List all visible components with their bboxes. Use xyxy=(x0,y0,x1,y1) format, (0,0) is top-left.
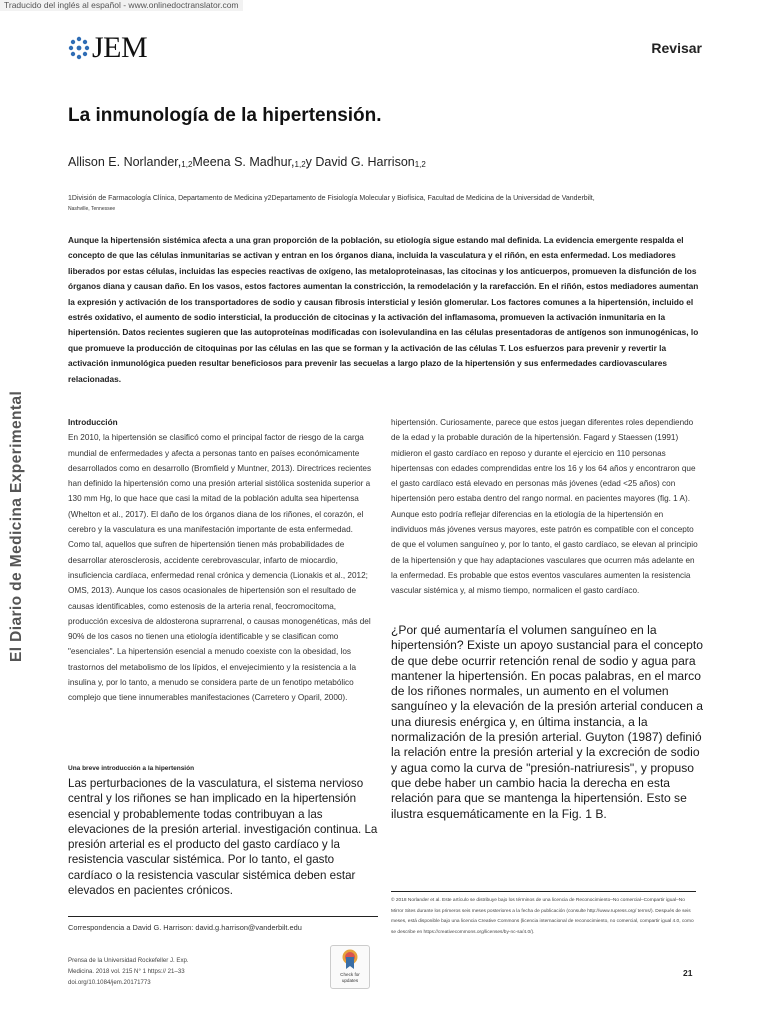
correspondence[interactable]: Correspondencia a David G. Harrison: david.g.harrison@vanderbilt.edu xyxy=(68,923,302,932)
introduction-section xyxy=(68,415,376,706)
article-title: La inmunología de la hipertensión. xyxy=(68,105,382,126)
author-affiliation-marker: 1,2 xyxy=(294,160,306,169)
translator-banner: Traducido del inglés al español - www.onlinedoctranslator.com xyxy=(0,0,243,11)
check-updates-label: Check for xyxy=(340,972,360,977)
author-name[interactable]: Allison E. Norlander, xyxy=(68,155,182,169)
affiliation-text: 1División de Farmacología Clínica, Departamento de Medicina y2Departamento de Fisiología Molecular y Biofísica, Facultad de Medicina de la Universidad de Vanderbilt, xyxy=(68,195,595,202)
author-affiliation-marker: 1,2 xyxy=(181,160,193,169)
journal-logo[interactable] xyxy=(68,33,147,63)
publisher-line: Prensa de la Universidad Rockefeller J. Exp. xyxy=(68,957,189,964)
introduction-text: En 2010, la hipertensión se clasificó como el principal factor de riesgo de la carga mundial de enfermedades y afecta a personas tanto en países económicamente desarrollados como en desarrollo (Bromfield y Muntner, 2013). Directrices recientes han definido la hipertensión como una presión arterial sistólica sostenida superior a 130 mm Hg, lo que hace que casi la mitad de la población adulta sea hipertensa (Whelton et al., 2017). El daño de los órganos diana de los riñones, el corazón, el cerebro y la vasculatura es una manifestación importante de esta enfermedad. Como tal, aquellos que sufren de hipertensión tienen más probabilidades de desarrollar aterosclerosis, accidente cerebrovascular, infarto de miocardio, insuficiencia cardíaca, enfermedad renal crónica y demencia (Lionakis et al., 2012; OMS, 2013). Aunque los casos ocasionales de hipertensión son el resultado de causas identificables, como estenosis de la arteria renal, feocromocitoma, producción excesiva de aldosterona suprarrenal, o causas monogenéticas, más del 90% de los casos no tienen una etiología identificable y se clasifican como "esenciales". La hipertensión esencial a menudo coexiste con la obesidad, los trastornos del metabolismo de los lípidos, el envejecimiento y la resistencia a la insulina y, por lo tanto, a menudo se considera parte de un fenotipo metabólico complejo que tiene innumerables manifestaciones (Carretero y Oparil, 2000). xyxy=(68,433,372,703)
correspondence-divider xyxy=(68,916,378,917)
check-updates-label: updates xyxy=(341,978,359,983)
affiliations xyxy=(68,193,698,214)
publisher-line: Medicina. 2018 vol. 215 N° 1 https:// 21–33 xyxy=(68,968,185,975)
affiliation-city: Nashville, Tennessee xyxy=(68,206,116,212)
license-divider xyxy=(391,891,696,892)
publisher-info xyxy=(68,955,228,988)
check-for-updates-badge[interactable] xyxy=(330,945,370,989)
right-column-text: hipertensión. Curiosamente, parece que estos juegan diferentes roles dependiendo de la edad y la probable duración de la hipertensión. Fagard y Staessen (1991) midieron el gasto cardíaco en reposo y durante el ejercicio en 110 personas hipertensas con edades comprendidas entre los 16 y los 64 años y encontraron que el gasto cardíaco está elevado en personas más jóvenes (edad <25 años) con hipertensión pero estaba dentro del rango normal. en pacientes mayores (fig. 1 A). Aunque esto podría reflejar diferencias en la etiología de la hipertensión en individuos más jóvenes versus mayores, este patrón es compatible con el concepto de que el volumen sanguíneo y, por lo tanto, el gasto cardíaco, se elevan al principio de la hipertensión y que hay adaptaciones vasculares que ocurren más adelante en la enfermedad. Es probable que estos eventos vasculares aumenten la resistencia vascular sistémica y, al mismo tiempo, normalicen el gasto cardíaco. xyxy=(391,418,698,596)
author-name[interactable]: Meena S. Madhur, xyxy=(192,155,295,169)
journal-logo-text: JEM xyxy=(92,31,148,64)
subsection-text: Las perturbaciones de la vasculatura, el sistema nervioso central y los riñones se han implicado en la hipertensión esencial y probablemente todas contribuyan a las elevaciones de la presión arterial. investigación continua. La presión arterial es el producto del gasto cardíaco y la resistencia vascular sistémica. Por lo tanto, el gasto cardíaco o la resistencia vascular sistémica deben estar elevados en pacientes crónicos. xyxy=(68,777,378,898)
article-type-label: Revisar xyxy=(651,40,702,56)
doi-link[interactable]: doi.org/10.1084/jem.20171773 xyxy=(68,979,151,986)
author-affiliation-marker: 1,2 xyxy=(414,160,426,169)
introduction-heading: Introducción xyxy=(68,418,118,427)
bookmark-icon xyxy=(341,949,359,971)
author-list xyxy=(68,155,426,169)
journal-sidebar-title: El Diario de Medicina Experimental xyxy=(8,390,25,662)
license-text: © 2018 Norlander et al. Este artículo se distribuye bajo los términos de una licencia de Reconocimiento–No comercial–Compartir igual–No Mirror Sites durante los primeros seis meses posteriores a la fecha de publicación (consulte http://www.rupress.org/ terms/). Después de seis meses, está disponible bajo una licencia Creative Commons (licencia internacional de reconocimiento, no comercial, compartir igual 4.0, como se describe en https://creativecommons.org/licenses/by-nc-sa/4.0/). xyxy=(391,898,694,935)
abstract: Aunque la hipertensión sistémica afecta a una gran proporción de la población, su etiología sigue estando mal definida. La evidencia emergente respalda el concepto de que las células inmunitarias se activan y entran en los órganos diana, incluida la vasculatura y el riñón, en esta enfermedad. Los mediadores liberados por estas células, incluidas las especies reactivas de oxígeno, las metaloproteinasas, las citocinas y los anticuerpos, promueven la disfunción de los órganos diana y causan daño. En los vasos, estos factores aumentan la constricción, la remodelación y la rarefacción. En el riñón, estos mediadores aumentan la expresión y activación de los transportadores de sodio y causan fibrosis intersticial y lesión glomerular. Los factores comunes a la hipertensión, incluido el estrés oxidativo, el aumento de sodio intersticial, la producción de citocinas y la activación del inflamasoma, promueven la activación inmunitaria en la hipertensión. Datos recientes sugieren que las autoproteínas modificadas con isolevulandina en las células presentadoras de antígenos son inmunogénicas, lo que promueve la producción de citoquinas por las células en las que se forman y la activación de las células T. Los esfuerzos para prevenir y revertir la activación inmunológica pueden resultar beneficiosos para prevenir las secuelas a largo plazo de la hipertensión y sus enfermedades cardiovasculares relacionadas. xyxy=(68,235,699,384)
page-number: 21 xyxy=(683,968,693,978)
subsection-heading: Una breve introducción a la hipertensión xyxy=(68,765,195,772)
jem-logo-dots-icon xyxy=(68,35,90,61)
right-column-large-text: ¿Por qué aumentaría el volumen sanguíneo en la hipertensión? Existe un apoyo sustancial para el concepto de que debe ocurrir retención renal de sodio y agua para mantener la hipertensión. En pocas palabras, en el marco de los riñones normales, un aumento en el volumen sanguíneo y la elevación de la presión arterial conducen a una diuresis enérgica y, en última instancia, a la normalización de la presión arterial. Guyton (1987) definió la relación entre la presión arterial y la excreción de sodio y agua como la curva de "presión-natriuresis", y propuso que debe haber un cambio hacia la derecha en esta relación para que se mantenga la hipertensión. Esto se ilustra esquemáticamente en la Fig. 1 B. xyxy=(391,623,703,821)
author-name[interactable]: y David G. Harrison xyxy=(305,155,415,169)
